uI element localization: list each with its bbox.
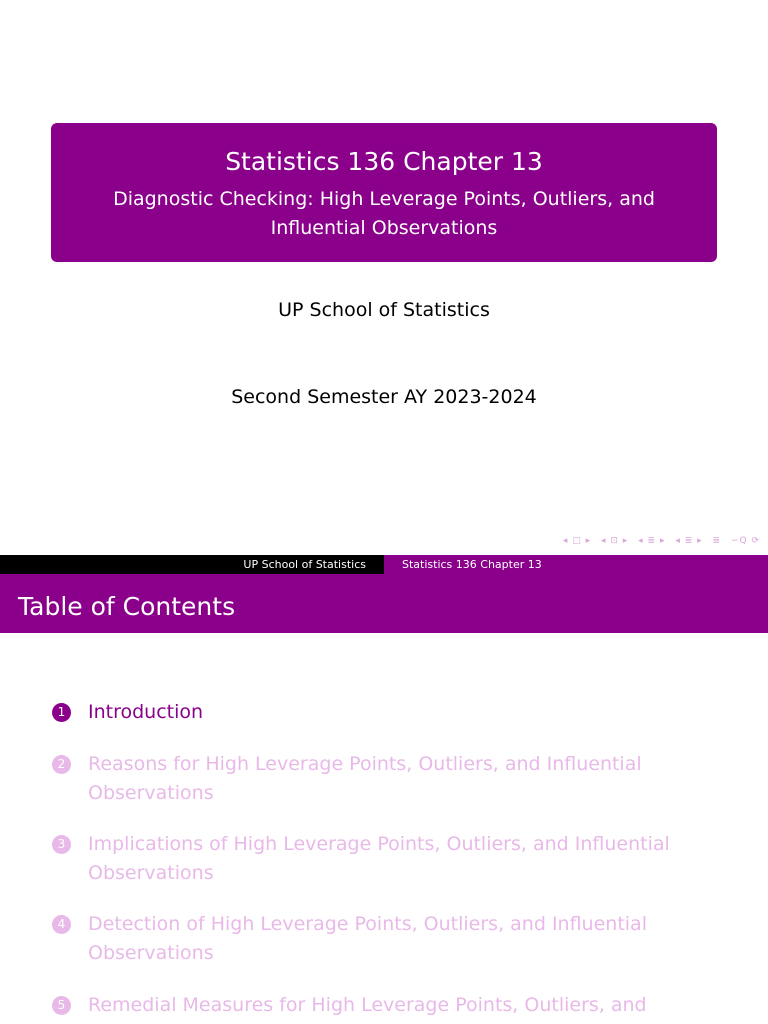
toc-item-label: Implications of High Leverage Points, Outliers, and Influential Observations [88, 833, 670, 884]
toc-item-label: Remedial Measures for High Leverage Points, Outliers, and [88, 994, 647, 1016]
headline-title: Statistics 136 Chapter 13 [384, 555, 768, 574]
section-number-badge: 4 [52, 915, 71, 934]
section-number-badge: 2 [52, 755, 71, 774]
frame-title: Table of Contents [0, 574, 768, 633]
presentation-title: Statistics 136 Chapter 13 [225, 147, 543, 176]
presentation-date: Second Semester AY 2023-2024 [231, 386, 537, 408]
toc-item-detection[interactable] [52, 910, 732, 968]
appendix-icon[interactable]: ≣ [712, 536, 722, 546]
toc-item-implications[interactable] [52, 830, 732, 888]
slide-headline [0, 555, 768, 574]
search-icon[interactable]: ∽Q ⟳ [730, 536, 760, 546]
section-number-badge: 3 [52, 835, 71, 854]
title-block [51, 123, 717, 262]
section-number-badge: 5 [52, 996, 71, 1015]
section-number-badge: 1 [52, 703, 71, 722]
toc-item-label: Detection of High Leverage Points, Outliers, and Influential Observations [88, 913, 647, 964]
frame-nav-icon[interactable]: ◂ □ ▸ [562, 536, 592, 546]
headline-institute: UP School of Statistics [0, 555, 384, 574]
document-nav-icon[interactable]: ◂ ≣ ▸ [675, 536, 703, 546]
beamer-navigation-bar [557, 536, 760, 550]
toc-item-label: Reasons for High Leverage Points, Outliers, and Influential Observations [88, 753, 642, 804]
toc-item-remedial[interactable] [52, 991, 732, 1020]
toc-item-introduction[interactable] [52, 698, 732, 727]
presentation-subtitle: Diagnostic Checking: High Leverage Points, Outliers, and Influential Observations [113, 188, 655, 239]
subsection-nav-icon[interactable]: ◂ ⊡ ▸ [600, 536, 629, 546]
author-institute: UP School of Statistics [278, 299, 490, 321]
section-nav-icon[interactable]: ◂ ≣ ▸ [638, 536, 666, 546]
toc-item-reasons[interactable] [52, 750, 732, 808]
toc-item-label: Introduction [88, 701, 204, 723]
